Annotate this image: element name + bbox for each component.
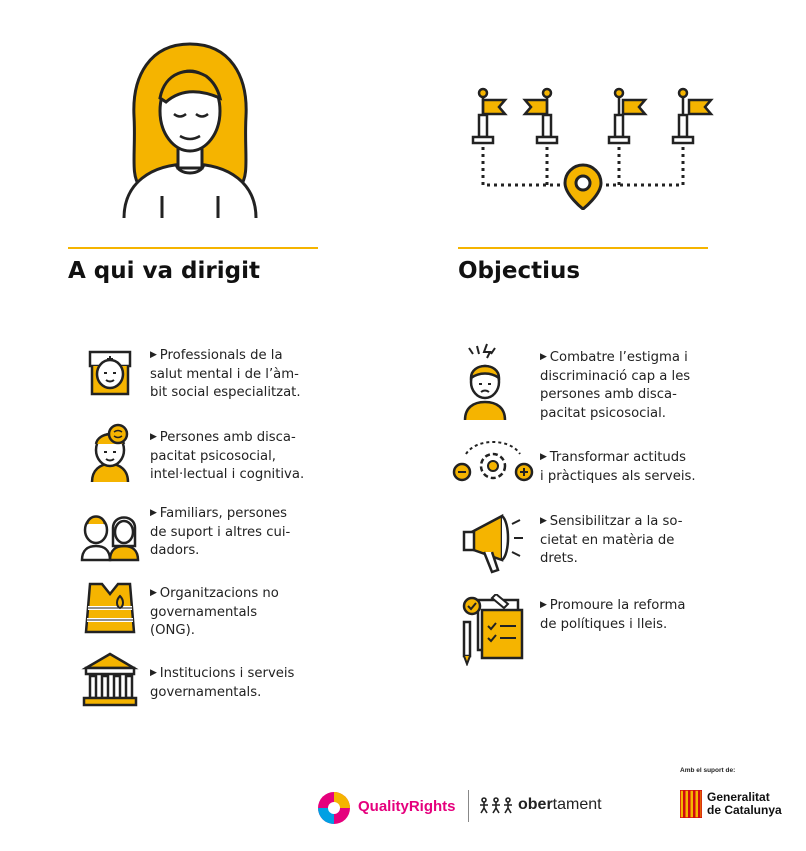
- list-item: [452, 440, 696, 490]
- list-item-text: ▶ Sensibilitzar a la so- cietat en matèria de drets.: [540, 512, 682, 569]
- support-label: Amb el suport de:: [680, 767, 736, 774]
- right-section-title: Objectius: [458, 258, 581, 284]
- government-building-icon: [80, 650, 140, 708]
- qualityrights-logo-icon: [316, 790, 352, 826]
- list-item: [460, 594, 685, 666]
- list-item-text: ▶ Persones amb disca- pacitat psicosocial, intel·lectual i cognitiva.: [150, 428, 304, 485]
- generalitat-logo-icon: [680, 790, 702, 818]
- gears-transform-icon: [452, 440, 534, 490]
- list-item-text: ▶ Promoure la reforma de polítiques i lleis.: [540, 596, 685, 634]
- policy-document-icon: [460, 594, 526, 666]
- generalitat-logo-text: Generalitat de Catalunya: [707, 790, 782, 817]
- obertament-rest: tament: [552, 796, 602, 813]
- list-item: [462, 508, 682, 578]
- flags-goal-icon: [455, 85, 715, 210]
- vest-ribbon-icon: [80, 578, 140, 636]
- left-heading-rule: [68, 247, 318, 249]
- list-item-text: ▶ Transformar actituds i pràctiques als serveis.: [540, 448, 696, 486]
- woman-illustration-icon: [110, 36, 270, 221]
- list-item: [80, 578, 279, 641]
- nurse-icon: [80, 340, 140, 402]
- list-item-text: ▶ Organitzacions no governamentals (ONG).: [150, 584, 279, 641]
- list-item-text: ▶ Familiars, persones de suport i altres cui- dadors.: [150, 504, 290, 561]
- stressed-person-icon: [455, 342, 515, 422]
- list-item: [80, 502, 290, 564]
- obertament-logo-icon: [478, 797, 514, 815]
- left-section-title: A qui va dirigit: [68, 258, 260, 284]
- family-icon: [80, 502, 140, 564]
- list-item-text: ▶ Professionals de la salut mental i de l’àm- bit social especialitzat.: [150, 346, 301, 403]
- footer-divider: [468, 790, 469, 822]
- qualityrights-logo-text: QualityRights: [358, 798, 456, 815]
- obertament-logo-text: [518, 796, 602, 814]
- list-item: [80, 340, 301, 403]
- list-item-text: ▶ Combatre l’estigma i discriminació cap a les persones amb disca- pacitat psicosocial.: [540, 348, 690, 423]
- list-item: [80, 650, 294, 708]
- brain-person-icon: [80, 422, 140, 484]
- list-item-text: ▶ Institucions i serveis governamentals.: [150, 664, 294, 702]
- megaphone-icon: [462, 508, 526, 578]
- list-item: [455, 342, 690, 423]
- list-item: [80, 422, 304, 485]
- right-heading-rule: [458, 247, 708, 249]
- obertament-bold: ober: [518, 796, 553, 813]
